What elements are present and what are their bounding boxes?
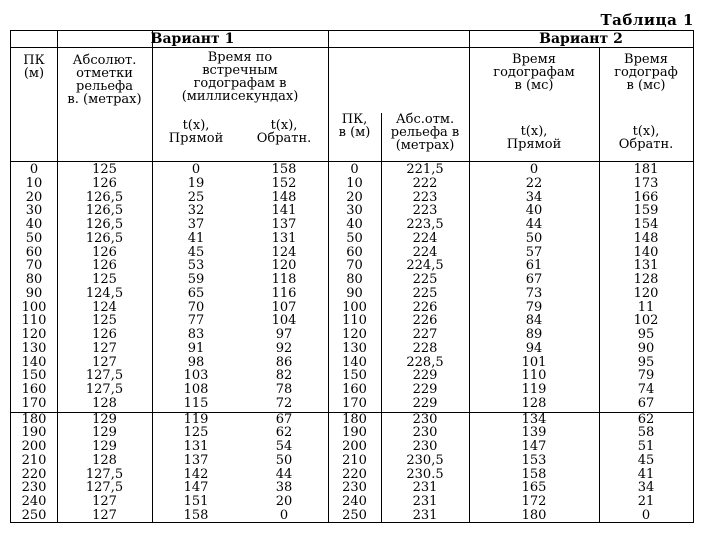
cell-t-reverse-2: 41: [637, 466, 655, 482]
cell-pk: 100: [21, 299, 47, 315]
cell-pk: 200: [21, 439, 47, 454]
grid-line: [11, 47, 693, 48]
cell-t-direct: 77: [187, 313, 205, 329]
cell-t-reverse: 44: [275, 466, 293, 482]
cell-t-reverse-2: 181: [633, 162, 659, 177]
cell-t-reverse-2: 0: [641, 507, 651, 523]
cell-t-reverse: 158: [271, 162, 297, 177]
cell-t-direct-2: 50: [525, 230, 543, 246]
cell-pk-2: 80: [346, 272, 363, 287]
cell-abs-elevation: 127: [92, 494, 117, 509]
cell-abs-elevation: 126,5: [85, 189, 124, 205]
cell-t-reverse: 54: [275, 439, 293, 454]
cell-abs-elevation-2: 231: [412, 494, 438, 509]
cell-abs-elevation: 128: [92, 395, 117, 411]
cell-t-reverse-2: 67: [637, 395, 655, 411]
cell-abs-elevation: 126,5: [85, 203, 124, 219]
cell-t-reverse: 67: [275, 411, 293, 427]
cell-abs-elevation-2: 224: [412, 244, 438, 260]
cell-t-direct-2: 73: [525, 285, 543, 301]
cell-pk: 110: [21, 313, 47, 329]
cell-t-direct: 131: [183, 439, 209, 454]
cell-t-reverse-2: 11: [637, 299, 655, 315]
cell-t-reverse: 62: [275, 425, 293, 441]
cell-pk: 0: [29, 162, 39, 177]
cell-t-direct-2: 158: [521, 466, 547, 482]
cell-t-direct-2: 40: [525, 203, 543, 219]
data-table: [10, 30, 694, 523]
cell-t-reverse-2: 62: [637, 411, 655, 427]
header-time-direct-2: Время годографам в (мс): [493, 52, 575, 93]
cell-t-reverse: 92: [275, 340, 293, 356]
cell-t-reverse-2: 131: [633, 258, 659, 274]
cell-abs-elevation: 126: [92, 258, 117, 274]
cell-abs-elevation: 126: [92, 175, 117, 191]
cell-abs-elevation-2: 222: [412, 175, 438, 191]
cell-t-reverse: 38: [275, 480, 293, 496]
cell-t-reverse-2: 140: [633, 244, 659, 260]
cell-abs-elevation: 127: [92, 354, 117, 370]
cell-t-reverse: 0: [279, 507, 289, 523]
cell-t-direct: 147: [183, 480, 209, 496]
cell-t-reverse: 148: [271, 189, 297, 205]
cell-t-reverse-2: 74: [637, 382, 655, 397]
cell-pk-2: 40: [346, 217, 363, 232]
cell-pk: 120: [21, 327, 47, 342]
cell-t-direct: 53: [187, 258, 205, 274]
header-abs-elevation: Абсолют. отметки рельефа в. (метрах): [67, 53, 142, 107]
cell-pk: 170: [21, 395, 47, 411]
cell-t-direct-2: 34: [525, 189, 543, 205]
cell-t-reverse-2: 128: [633, 272, 659, 287]
cell-t-direct-2: 67: [525, 272, 543, 287]
cell-t-direct-2: 0: [529, 162, 539, 177]
cell-t-direct-2: 61: [525, 258, 543, 274]
cell-t-direct-2: 84: [525, 313, 543, 329]
header-time-reverse-2: Время годограф в (мс): [614, 52, 678, 93]
cell-pk: 10: [25, 175, 43, 191]
cell-abs-elevation: 128: [92, 452, 117, 468]
cell-pk: 90: [25, 285, 43, 301]
cell-pk: 20: [25, 189, 43, 205]
cell-abs-elevation-2: 230: [412, 425, 438, 441]
cell-abs-elevation: 126: [92, 327, 117, 342]
cell-abs-elevation: 124: [92, 299, 117, 315]
cell-pk-2: 240: [342, 494, 367, 509]
cell-abs-elevation-2: 224,5: [406, 258, 444, 274]
cell-abs-elevation: 124,5: [85, 285, 124, 301]
cell-abs-elevation: 125: [92, 162, 117, 177]
cell-abs-elevation: 127: [92, 507, 117, 523]
cell-t-direct-2: 94: [525, 340, 543, 356]
cell-t-direct: 32: [187, 203, 205, 219]
cell-t-direct: 137: [183, 452, 209, 468]
cell-t-direct: 45: [187, 244, 205, 260]
cell-t-direct-2: 180: [521, 507, 547, 523]
cell-pk: 60: [25, 244, 43, 260]
cell-t-reverse: 131: [271, 230, 297, 246]
cell-abs-elevation-2: 223: [412, 189, 438, 205]
cell-pk: 70: [25, 258, 43, 274]
cell-abs-elevation-2: 225: [412, 285, 438, 301]
cell-t-direct-2: 110: [521, 368, 547, 384]
cell-abs-elevation: 129: [92, 425, 117, 441]
cell-pk-2: 180: [342, 411, 367, 427]
cell-pk: 80: [25, 272, 43, 287]
cell-abs-elevation: 125: [92, 313, 117, 329]
cell-pk-2: 20: [346, 189, 363, 205]
cell-abs-elevation-2: 227: [412, 327, 438, 342]
cell-pk: 250: [21, 507, 47, 523]
cell-t-direct: 151: [183, 494, 209, 509]
cell-pk: 210: [21, 452, 47, 468]
cell-t-direct-2: 134: [521, 411, 547, 427]
cell-pk-2: 210: [342, 452, 367, 468]
cell-pk-2: 50: [346, 230, 363, 246]
cell-t-reverse: 120: [271, 258, 297, 274]
header-pk-2: ПК, в (м): [338, 112, 371, 140]
cell-t-direct-2: 147: [521, 439, 547, 454]
cell-t-direct: 119: [183, 411, 209, 427]
cell-abs-elevation-2: 223: [412, 203, 438, 219]
cell-abs-elevation: 127: [92, 340, 117, 356]
cell-abs-elevation-2: 229: [412, 382, 438, 397]
cell-abs-elevation-2: 228,5: [406, 354, 444, 370]
cell-t-reverse-2: 45: [637, 452, 655, 468]
cell-t-reverse: 107: [271, 299, 297, 315]
header-t-direct-2: t(x), Прямой: [506, 124, 562, 152]
cell-pk: 190: [21, 425, 47, 441]
cell-pk: 30: [25, 203, 43, 219]
cell-pk: 160: [21, 382, 47, 397]
cell-t-reverse: 50: [275, 452, 293, 468]
cell-t-direct: 70: [187, 299, 205, 315]
cell-abs-elevation-2: 226: [412, 299, 438, 315]
cell-abs-elevation: 127,5: [85, 480, 124, 496]
cell-abs-elevation: 127,5: [85, 382, 124, 397]
cell-abs-elevation: 129: [92, 411, 117, 427]
cell-t-direct-2: 153: [521, 452, 547, 468]
cell-t-reverse-2: 102: [633, 313, 659, 329]
cell-t-direct: 158: [183, 507, 209, 523]
cell-pk: 40: [25, 217, 43, 232]
cell-abs-elevation-2: 230,5: [406, 452, 444, 468]
cell-pk-2: 220: [342, 466, 367, 482]
table-caption: Таблица 1: [600, 11, 694, 29]
cell-abs-elevation: 126,5: [85, 230, 124, 246]
cell-t-reverse-2: 58: [637, 425, 655, 441]
cell-t-reverse-2: 148: [633, 230, 659, 246]
header-t-reverse-2: t(x), Обратн.: [618, 124, 674, 152]
cell-t-reverse: 20: [275, 494, 293, 509]
cell-abs-elevation-2: 221,5: [406, 162, 444, 177]
cell-abs-elevation-2: 230: [412, 411, 438, 427]
cell-t-direct-2: 89: [525, 327, 543, 342]
cell-pk-2: 170: [342, 395, 367, 411]
cell-t-reverse-2: 120: [633, 285, 659, 301]
cell-pk: 140: [21, 354, 47, 370]
cell-t-direct-2: 165: [521, 480, 547, 496]
cell-pk-2: 100: [342, 299, 367, 315]
cell-pk: 130: [21, 340, 47, 356]
cell-t-reverse: 137: [271, 217, 297, 232]
cell-abs-elevation-2: 224: [412, 230, 438, 246]
cell-t-direct: 83: [187, 327, 205, 342]
cell-t-reverse: 86: [275, 354, 293, 370]
cell-t-direct: 142: [183, 466, 209, 482]
cell-pk-2: 130: [342, 340, 367, 356]
cell-t-reverse-2: 51: [637, 439, 655, 454]
cell-t-reverse-2: 95: [637, 354, 655, 370]
cell-t-direct: 125: [183, 425, 209, 441]
cell-pk-2: 90: [346, 285, 363, 301]
cell-pk: 230: [21, 480, 47, 496]
cell-abs-elevation: 127,5: [85, 368, 124, 384]
cell-t-direct: 98: [187, 354, 205, 370]
cell-t-direct-2: 57: [525, 244, 543, 260]
cell-t-reverse-2: 79: [637, 368, 655, 384]
cell-abs-elevation-2: 229: [412, 368, 438, 384]
cell-pk-2: 60: [346, 244, 363, 260]
cell-t-reverse: 152: [271, 175, 297, 191]
cell-t-direct: 115: [183, 395, 209, 411]
cell-abs-elevation-2: 225: [412, 272, 438, 287]
cell-t-reverse-2: 90: [637, 340, 655, 356]
cell-t-reverse-2: 166: [633, 189, 659, 205]
cell-pk: 180: [21, 411, 47, 427]
cell-t-reverse-2: 95: [637, 327, 655, 342]
cell-t-reverse: 124: [271, 244, 297, 260]
cell-pk-2: 250: [342, 507, 367, 523]
cell-t-direct: 37: [187, 217, 205, 232]
cell-abs-elevation-2: 230.5: [406, 466, 444, 482]
variant-2-heading: Вариант 2: [539, 31, 623, 47]
cell-pk-2: 30: [346, 203, 363, 219]
cell-t-direct-2: 172: [521, 494, 547, 509]
cell-pk-2: 10: [346, 175, 363, 191]
cell-t-direct-2: 119: [521, 382, 547, 397]
cell-t-direct-2: 139: [521, 425, 547, 441]
cell-t-reverse-2: 173: [633, 175, 659, 191]
cell-t-reverse: 104: [271, 313, 297, 329]
header-t-reverse: t(x), Обратн.: [256, 118, 312, 146]
cell-t-reverse-2: 159: [633, 203, 659, 219]
cell-abs-elevation: 126,5: [85, 217, 124, 232]
cell-t-reverse-2: 154: [633, 217, 659, 232]
cell-t-direct-2: 101: [521, 354, 547, 370]
cell-pk-2: 150: [342, 368, 367, 384]
variant-1-heading: Вариант 1: [150, 31, 235, 47]
cell-t-direct: 91: [187, 340, 205, 356]
cell-t-reverse: 116: [271, 285, 297, 301]
cell-abs-elevation: 129: [92, 439, 117, 454]
cell-t-direct: 41: [187, 230, 205, 246]
cell-abs-elevation-2: 228: [412, 340, 438, 356]
cell-abs-elevation-2: 231: [412, 507, 438, 523]
cell-pk-2: 140: [342, 354, 367, 370]
header-pk: ПК (м): [23, 53, 45, 81]
cell-t-reverse: 141: [271, 203, 297, 219]
cell-t-direct: 19: [187, 175, 205, 191]
cell-pk: 50: [25, 230, 43, 246]
cell-t-reverse: 82: [275, 368, 293, 384]
cell-t-direct-2: 22: [525, 175, 543, 191]
cell-pk: 240: [21, 494, 47, 509]
cell-t-reverse-2: 34: [637, 480, 655, 496]
cell-t-direct: 103: [183, 368, 209, 384]
cell-t-direct: 59: [187, 272, 205, 287]
cell-t-direct-2: 128: [521, 395, 547, 411]
cell-pk-2: 110: [342, 313, 367, 329]
cell-pk-2: 200: [342, 439, 367, 454]
cell-abs-elevation-2: 223,5: [406, 217, 444, 232]
cell-abs-elevation-2: 229: [412, 395, 438, 411]
cell-abs-elevation: 126: [92, 244, 117, 260]
cell-pk-2: 160: [342, 382, 367, 397]
cell-abs-elevation-2: 231: [412, 480, 438, 496]
cell-t-direct: 25: [187, 189, 205, 205]
cell-abs-elevation: 127,5: [85, 466, 124, 482]
cell-t-reverse: 97: [275, 327, 293, 342]
cell-abs-elevation-2: 230: [412, 439, 438, 454]
cell-pk-2: 230: [342, 480, 367, 496]
cell-t-direct-2: 44: [525, 217, 543, 232]
cell-t-direct: 108: [183, 382, 209, 397]
header-t-direct: t(x), Прямой: [168, 118, 224, 146]
cell-t-direct-2: 79: [525, 299, 543, 315]
cell-t-direct: 65: [187, 285, 205, 301]
header-abs-elevation-2: Абс.отм. рельефа в (метрах): [390, 112, 460, 153]
cell-t-reverse-2: 21: [637, 494, 655, 509]
header-time-group: Время по встречным годографам в (миллисекундах): [181, 50, 299, 104]
cell-pk: 220: [21, 466, 47, 482]
cell-t-direct: 0: [191, 162, 201, 177]
cell-pk-2: 70: [346, 258, 363, 274]
cell-pk-2: 190: [342, 425, 367, 441]
cell-t-reverse: 118: [271, 272, 297, 287]
cell-abs-elevation: 125: [92, 272, 117, 287]
cell-pk: 150: [21, 368, 47, 384]
cell-pk-2: 0: [350, 162, 359, 177]
cell-t-reverse: 72: [275, 395, 293, 411]
cell-abs-elevation-2: 226: [412, 313, 438, 329]
cell-pk-2: 120: [342, 327, 367, 342]
cell-t-reverse: 78: [275, 382, 293, 397]
